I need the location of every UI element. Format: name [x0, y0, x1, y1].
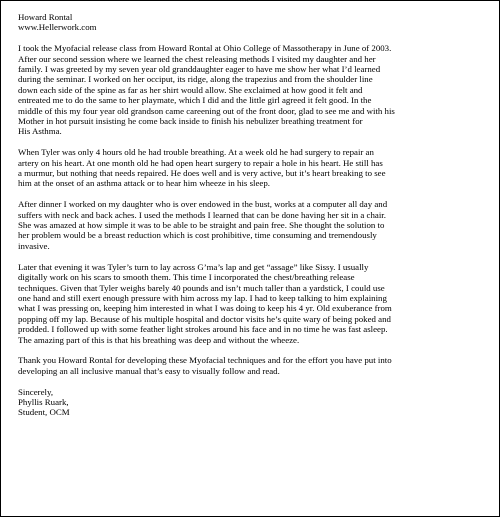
text-line: down each side of the spine as far as her shirt would allow. She exclaimed at how good it felt and [18, 84, 363, 95]
signer-title: Student, OCM [18, 407, 70, 418]
text-line: invasive. [18, 240, 50, 251]
letter-closing [18, 387, 489, 418]
text-line: artery on his heart. At one month old he had open heart surgery to repair a hole in his heart. He still has [18, 157, 383, 168]
text-line: digitally work on his scars to smooth them. This time I incorporated the chest/breathing release [18, 272, 355, 283]
text-line: Thank you Howard Rontal for developing these Myofacial techniques and for the effort you have put into [18, 355, 392, 366]
paragraph [18, 355, 489, 376]
text-line: His Asthma. [18, 126, 62, 137]
paragraph [18, 147, 489, 189]
signer-name: Phyllis Ruark, [18, 396, 69, 407]
paragraph [18, 262, 489, 345]
text-line: After our second session where we learned the chest releasing methods I visited my daughter and her [18, 53, 376, 64]
text-line: family. I was greeted by my seven year old granddaughter eager to have me show her what I’d learned [18, 64, 381, 75]
text-line: middle of this my four year old grandson came careening out of the front door, glad to see me and with his [18, 105, 395, 116]
text-line: one hand and still exert enough pressure with him across my lap. I had to keep talking to him explaining [18, 292, 387, 303]
text-line: Mother in hot pursuit insisting he come back inside to finish his nebulizer breathing treatment for [18, 116, 363, 127]
text-line: popping off my lap. Because of his multiple hospital and doctor visits he’s quite wary of being poked and [18, 313, 391, 324]
text-line: When Tyler was only 4 hours old he had trouble breathing. At a week old he had surgery to repair an [18, 147, 374, 158]
text-line: prodded. I followed up with some feather light strokes around his face and in no time he was fast asleep. [18, 324, 388, 335]
salutation: Sincerely, [18, 386, 54, 397]
text-line: her problem would be a breast reduction which is cost prohibitive, time consuming and tremendously [18, 230, 377, 241]
text-line: Later that evening it was Tyler’s turn to lay across G’ma’s lap and get “assage” like Sissy. I usually [18, 261, 369, 272]
text-line: what I was pressing on, keeping him interested in what I was doing to keep his 4 yr. Old exuberance from [18, 303, 392, 314]
text-line: techniques. Given that Tyler weighs barely 40 pounds and isn’t much taller than a yardstick, I could use [18, 282, 385, 293]
text-line: him at the onset of an asthma attack or to hear him wheeze in his sleep. [18, 178, 270, 189]
paragraph [18, 199, 489, 251]
text-line: suffers with neck and back aches. I used the methods I learned that can be done having her sit in a chair. [18, 209, 386, 220]
author-name: Howard Rontal [18, 12, 73, 22]
text-line: I took the Myofacial release class from Howard Rontal at Ohio College of Massotherapy in June of 2003. [18, 43, 392, 54]
text-line: developing an all inclusive manual that’s easy to visually follow and read. [18, 365, 280, 376]
text-line: The amazing part of this is that his breathing was deep and without the wheeze. [18, 334, 300, 345]
text-line: She was amazed at how simple it was to be able to be straight and pain free. She thought the solution to [18, 220, 385, 231]
text-line: entreated me to do the same to her playmate, which I did and the little girl agreed it felt good. In the [18, 95, 372, 106]
text-line: a murmur, but nothing that needs repaired. He does well and is very active, but it’s heart breaking to see [18, 168, 386, 179]
paragraph [18, 43, 489, 137]
text-line: After dinner I worked on my daughter who is over endowed in the bust, works at a computer all day and [18, 199, 388, 210]
author-website: www.Hellerwork.com [18, 22, 97, 33]
text-line: during the seminar. I worked on her occiput, its ridge, along the trapezius and from the shoulder line [18, 74, 373, 85]
